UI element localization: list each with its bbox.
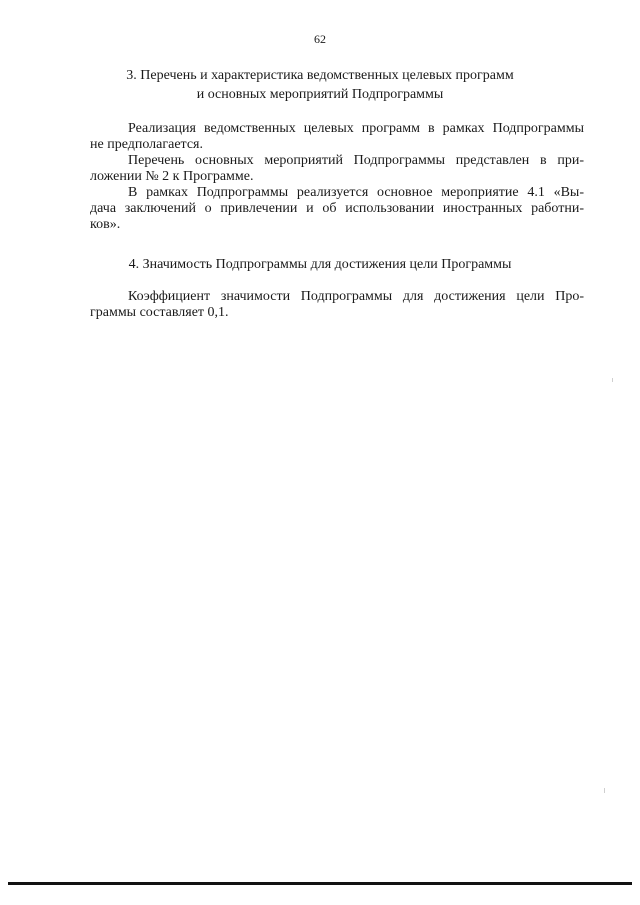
- paragraph-line: дача заключений о привлечении и об использовании иностранных работни-: [90, 201, 584, 216]
- section-3-heading-line-1: 3. Перечень и характеристика ведомственных целевых программ: [126, 68, 514, 83]
- section-3-heading-line-2: и основных мероприятий Подпрограммы: [196, 87, 444, 102]
- paragraph-line: ложении № 2 к Программе.: [90, 169, 254, 184]
- section-3-paragraph-1: [90, 121, 584, 153]
- page-number: 62: [314, 32, 326, 46]
- paragraph-line: не предполагается.: [90, 137, 203, 152]
- scan-speck: [612, 378, 613, 382]
- section-4-paragraph-1: [90, 289, 584, 321]
- section-4-heading: 4. Значимость Подпрограммы для достижения цели Программы: [128, 257, 512, 272]
- paragraph-line: Перечень основных мероприятий Подпрограммы представлен в при-: [128, 153, 584, 168]
- paragraph-line: В рамках Подпрограммы реализуется основное мероприятие 4.1 «Вы-: [128, 185, 584, 200]
- paragraph-line: Коэффициент значимости Подпрограммы для достижения цели Про-: [128, 289, 584, 304]
- section-3-paragraph-2: [90, 153, 584, 185]
- paragraph-line: граммы составляет 0,1.: [90, 305, 229, 320]
- paragraph-line: ков».: [90, 217, 121, 232]
- scan-speck: [604, 788, 605, 793]
- paragraph-line: Реализация ведомственных целевых программ в рамках Подпрограммы: [128, 121, 584, 136]
- section-3-paragraph-3: [90, 185, 584, 233]
- section-3-heading: [0, 66, 640, 104]
- bottom-scan-border: [8, 882, 632, 885]
